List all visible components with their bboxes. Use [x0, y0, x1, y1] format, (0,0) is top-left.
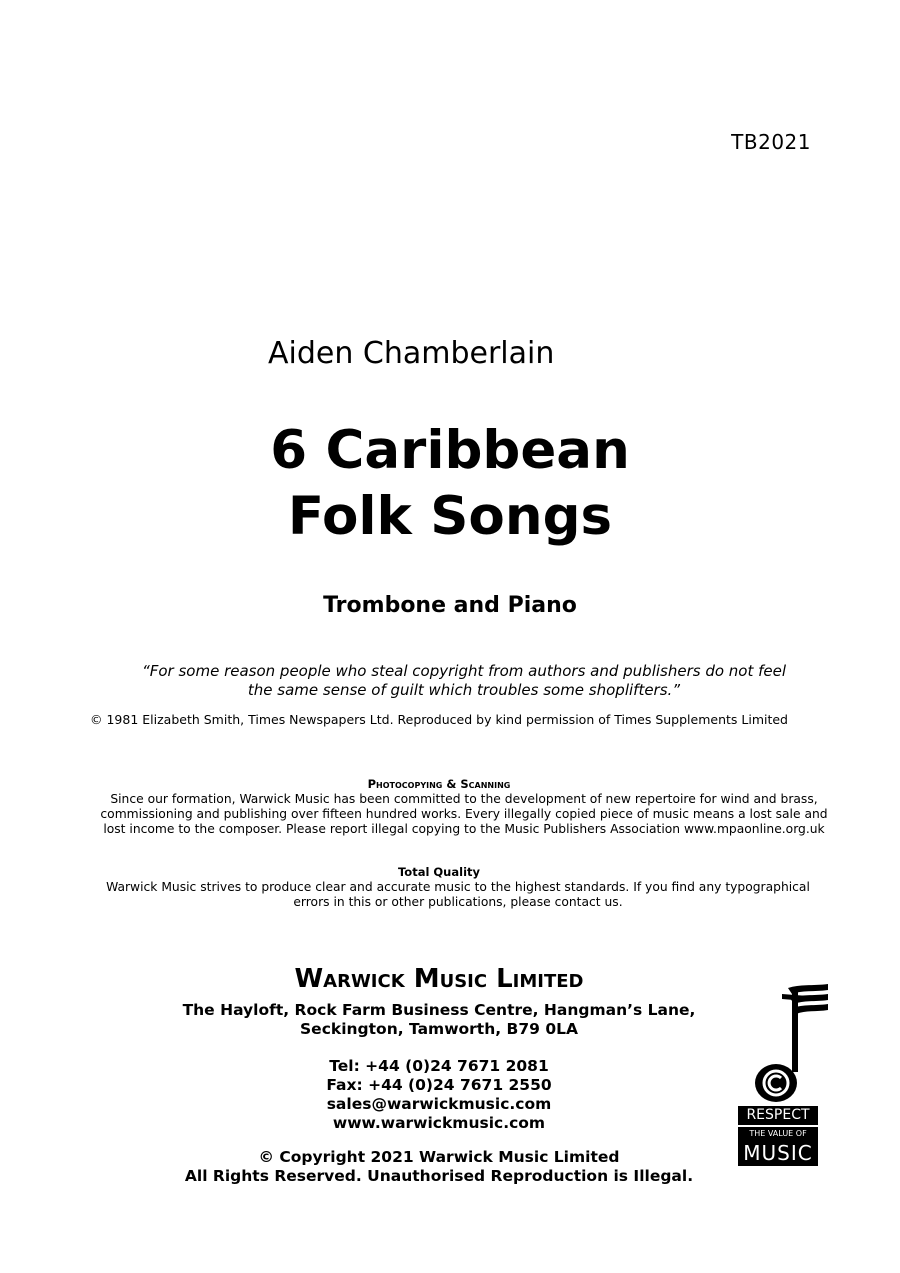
photocopying-line-1: Since our formation, Warwick Music has been committed to the development of new repertoire for wind and brass, [110, 792, 818, 806]
quote-credit: © 1981 Elizabeth Smith, Times Newspapers Ltd. Reproduced by kind permission of Times Supplements Limited [90, 712, 788, 727]
address-line-2: Seckington, Tamworth, B79 0LA [300, 1020, 578, 1038]
telephone: Tel: +44 (0)24 7671 2081 [329, 1057, 549, 1075]
photocopying-heading: Photocopying & Scanning [367, 777, 511, 791]
quote-line-2: the same sense of guilt which troubles some shoplifters.” [247, 681, 681, 699]
instrumentation: Trombone and Piano [323, 593, 577, 618]
title-line-2: Folk Songs [287, 486, 613, 547]
publisher-name: Warwick Music Limited [294, 964, 584, 994]
publisher-address [0, 1001, 878, 1039]
email-address: sales@warwickmusic.com [326, 1095, 552, 1113]
total-quality-heading: Total Quality [397, 865, 481, 879]
composer-name: Aiden Chamberlain [268, 336, 555, 371]
photocopying-text [100, 792, 828, 837]
copyright-line: © Copyright 2021 Warwick Music Limited [258, 1148, 620, 1166]
catalog-code: TB2021 [731, 130, 811, 154]
logo-the-value-of: THE VALUE OF [738, 1126, 818, 1141]
fax: Fax: +44 (0)24 7671 2550 [326, 1076, 552, 1094]
logo-music: MUSIC [738, 1141, 818, 1166]
total-quality-line-2: errors in this or other publications, please contact us. [293, 895, 623, 909]
title-line-1: 6 Caribbean [270, 420, 630, 481]
music-note-logo-icon [748, 982, 832, 1104]
photocopying-line-2: commissioning and publishing over fifteen hundred works. Every illegally copied piece of music means a lost sale and [100, 807, 828, 821]
rights-line: All Rights Reserved. Unauthorised Reproduction is Illegal. [184, 1167, 694, 1185]
address-line-1: The Hayloft, Rock Farm Business Centre, Hangman’s Lane, [182, 1001, 696, 1019]
website: www.warwickmusic.com [332, 1114, 546, 1132]
total-quality-line-1: Warwick Music strives to produce clear and accurate music to the highest standards. If you find any typographical [106, 880, 810, 894]
logo-respect: RESPECT [738, 1106, 818, 1125]
photocopying-line-3: lost income to the composer. Please report illegal copying to the Music Publishers Association www.mpaonline.org.uk [103, 822, 825, 836]
quote-line-1: “For some reason people who steal copyright from authors and publishers do not feel [141, 662, 787, 680]
page-title [0, 418, 900, 550]
copyright-quote [100, 662, 828, 700]
total-quality-text [100, 880, 816, 910]
